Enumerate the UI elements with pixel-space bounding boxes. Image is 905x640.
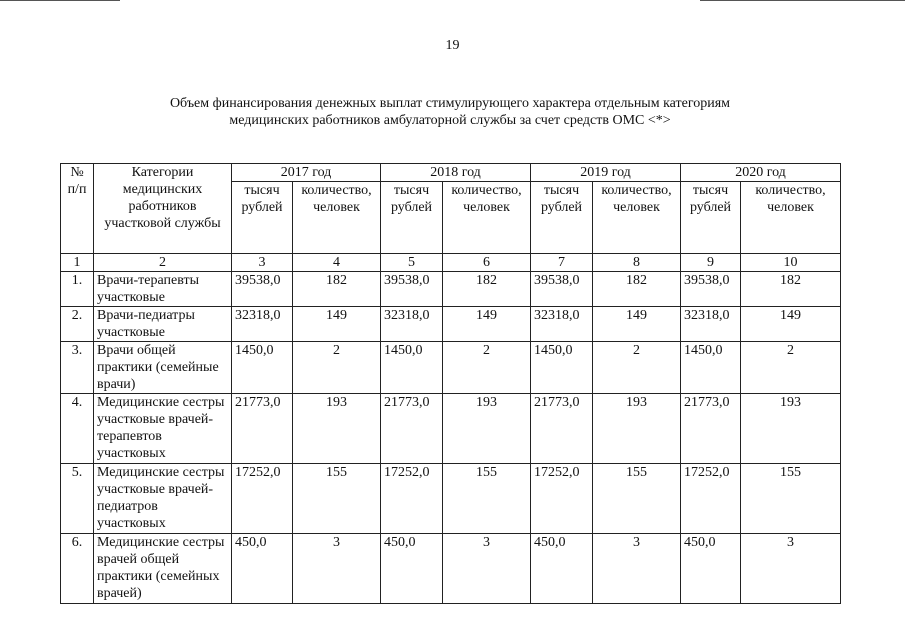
cell-amount: 1450,0 — [531, 342, 593, 394]
cell-amount: 17252,0 — [531, 464, 593, 534]
cell-amount: 39538,0 — [232, 272, 293, 307]
cell-count: 155 — [741, 464, 841, 534]
cell-count: 193 — [293, 394, 381, 464]
cell-amount: 17252,0 — [232, 464, 293, 534]
cell-amount: 39538,0 — [681, 272, 741, 307]
header-row-years — [61, 164, 841, 182]
cell-count: 3 — [593, 534, 681, 604]
cell-amount: 1450,0 — [681, 342, 741, 394]
header-amount: тысяч рублей — [681, 182, 741, 254]
row-number: 3. — [61, 342, 94, 394]
cell-amount: 32318,0 — [681, 307, 741, 342]
cell-count: 182 — [443, 272, 531, 307]
cell-count: 182 — [741, 272, 841, 307]
row-category: Медицинские сестры участковые врачей-педиатров участковых — [94, 464, 232, 534]
header-year: 2019 год — [531, 164, 681, 182]
row-category: Врачи-педиатры участковые — [94, 307, 232, 342]
column-number: 5 — [381, 254, 443, 272]
cell-count: 155 — [593, 464, 681, 534]
column-number: 4 — [293, 254, 381, 272]
column-number: 2 — [94, 254, 232, 272]
column-number: 1 — [61, 254, 94, 272]
table-row — [61, 464, 841, 534]
column-number: 10 — [741, 254, 841, 272]
column-number: 7 — [531, 254, 593, 272]
row-number: 5. — [61, 464, 94, 534]
header-year: 2017 год — [232, 164, 381, 182]
row-category: Врачи общей практики (семейные врачи) — [94, 342, 232, 394]
row-category: Медицинские сестры участковые врачей-терапевтов участковых — [94, 394, 232, 464]
column-number: 6 — [443, 254, 531, 272]
row-number: 1. — [61, 272, 94, 307]
cell-amount: 39538,0 — [381, 272, 443, 307]
table-row — [61, 272, 841, 307]
row-number: 2. — [61, 307, 94, 342]
cell-count: 3 — [293, 534, 381, 604]
table-row — [61, 307, 841, 342]
cell-amount: 32318,0 — [381, 307, 443, 342]
cell-amount: 39538,0 — [531, 272, 593, 307]
row-number: 6. — [61, 534, 94, 604]
header-amount: тысяч рублей — [232, 182, 293, 254]
cell-count: 182 — [593, 272, 681, 307]
scan-edge-line — [0, 0, 120, 1]
header-count: количество, человек — [293, 182, 381, 254]
cell-count: 193 — [593, 394, 681, 464]
cell-count: 193 — [741, 394, 841, 464]
cell-count: 2 — [741, 342, 841, 394]
cell-amount: 21773,0 — [381, 394, 443, 464]
table-row — [61, 342, 841, 394]
cell-count: 3 — [443, 534, 531, 604]
row-number: 4. — [61, 394, 94, 464]
column-number-row — [61, 254, 841, 272]
cell-amount: 1450,0 — [381, 342, 443, 394]
cell-amount: 21773,0 — [681, 394, 741, 464]
cell-amount: 32318,0 — [232, 307, 293, 342]
cell-count: 149 — [443, 307, 531, 342]
cell-count: 149 — [293, 307, 381, 342]
column-number: 9 — [681, 254, 741, 272]
page-number: 19 — [445, 38, 460, 53]
cell-amount: 1450,0 — [232, 342, 293, 394]
header-num: № п/п — [61, 164, 94, 254]
title-line-1: Объем финансирования денежных выплат стимулирующего характера отдельным категориям — [169, 96, 731, 111]
cell-amount: 450,0 — [681, 534, 741, 604]
cell-count: 182 — [293, 272, 381, 307]
document-title — [60, 95, 840, 129]
cell-count: 155 — [443, 464, 531, 534]
cell-amount: 17252,0 — [381, 464, 443, 534]
header-year: 2018 год — [381, 164, 531, 182]
cell-amount: 32318,0 — [531, 307, 593, 342]
header-year: 2020 год — [681, 164, 841, 182]
cell-count: 149 — [741, 307, 841, 342]
column-number: 8 — [593, 254, 681, 272]
cell-count: 155 — [293, 464, 381, 534]
financing-table — [60, 163, 841, 604]
header-count: количество, человек — [443, 182, 531, 254]
title-line-2: медицинских работников амбулаторной службы за счет средств ОМС <*> — [229, 113, 671, 128]
column-number: 3 — [232, 254, 293, 272]
row-category: Врачи-терапевты участковые — [94, 272, 232, 307]
cell-count: 2 — [593, 342, 681, 394]
cell-count: 193 — [443, 394, 531, 464]
cell-count: 2 — [443, 342, 531, 394]
table-row — [61, 394, 841, 464]
scan-edge-line — [700, 0, 905, 1]
cell-amount: 21773,0 — [531, 394, 593, 464]
header-amount: тысяч рублей — [381, 182, 443, 254]
header-count: количество, человек — [593, 182, 681, 254]
cell-count: 2 — [293, 342, 381, 394]
cell-amount: 450,0 — [531, 534, 593, 604]
cell-amount: 450,0 — [232, 534, 293, 604]
header-category: Категории медицинских работников участковой службы — [94, 164, 232, 254]
row-category: Медицинские сестры врачей общей практики (семейных врачей) — [94, 534, 232, 604]
cell-count: 149 — [593, 307, 681, 342]
table-row — [61, 534, 841, 604]
cell-amount: 450,0 — [381, 534, 443, 604]
header-count: количество, человек — [741, 182, 841, 254]
cell-amount: 17252,0 — [681, 464, 741, 534]
cell-amount: 21773,0 — [232, 394, 293, 464]
header-amount: тысяч рублей — [531, 182, 593, 254]
cell-count: 3 — [741, 534, 841, 604]
